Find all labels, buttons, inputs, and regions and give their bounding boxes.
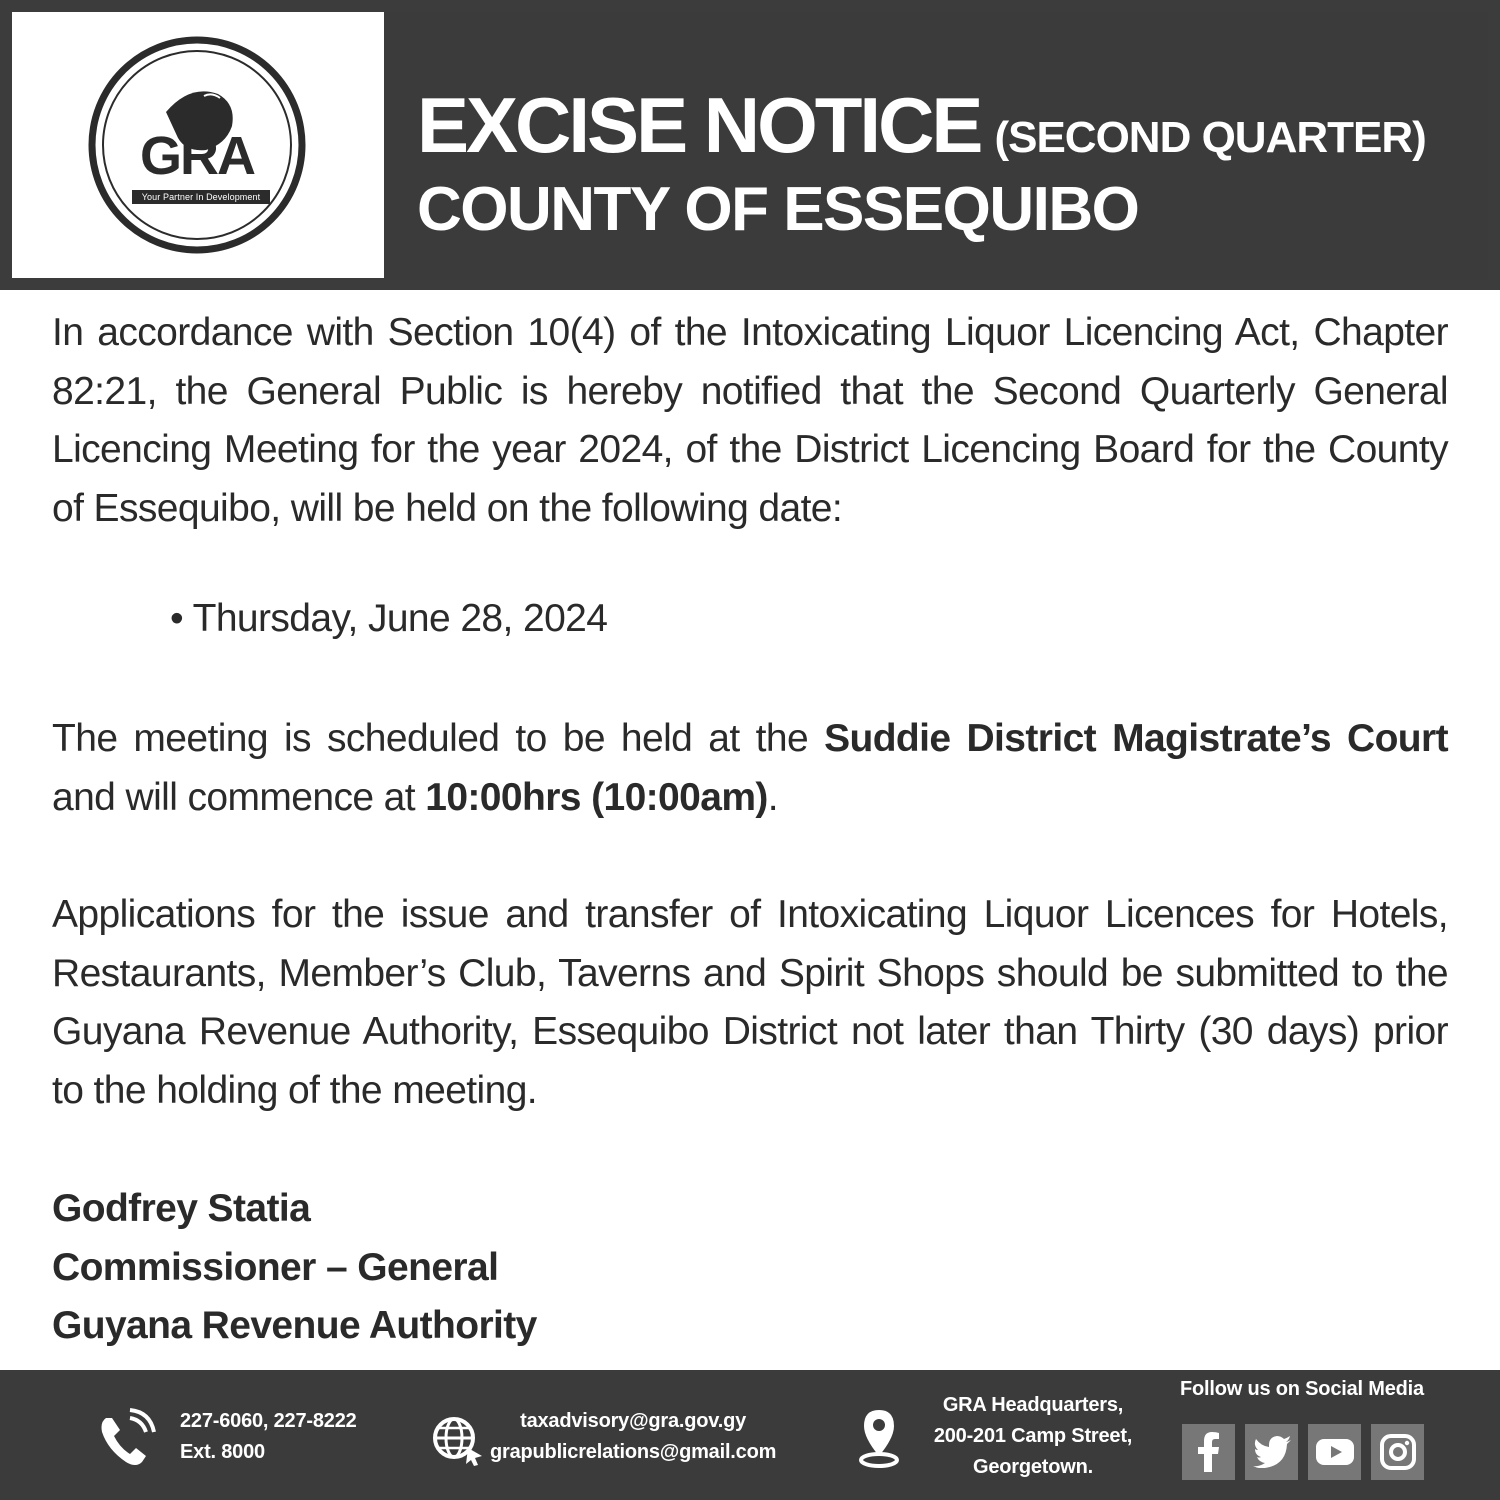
meeting-date: Thursday, June 28, 2024: [192, 597, 608, 640]
notice-title: EXCISE NOTICE: [417, 81, 981, 169]
meeting-date-item: [170, 590, 607, 648]
address-line-3: Georgetown.: [972, 1456, 1094, 1478]
logo-letters: GRA: [140, 126, 254, 186]
gra-logo: [86, 34, 308, 256]
social-media-links: [1182, 1424, 1424, 1480]
intro-paragraph: In accordance with Section 10(4) of the Intoxicating Liquor Licencing Act, Chapter 82:21, the General Public is hereby notified that the Second Quarterly General Licencing Meeting for the year 2024, of the District Licencing Board for the County of Essequibo, will be held on the following date:: [52, 311, 1448, 530]
logo-panel: [12, 12, 384, 278]
logo-tagline: Your Partner In Development: [132, 190, 270, 204]
email-publicrelations[interactable]: grapublicrelations@gmail.com: [490, 1441, 777, 1463]
notice-title-line: [417, 80, 1426, 171]
facebook-link[interactable]: [1182, 1424, 1235, 1480]
signatory-organization: Guyana Revenue Authority: [52, 1304, 537, 1347]
meeting-paragraph: [52, 710, 1448, 827]
signature-block: [52, 1180, 537, 1356]
twitter-icon: [1253, 1436, 1291, 1468]
meeting-time: 10:00hrs (10:00am): [425, 775, 768, 819]
youtube-link[interactable]: [1308, 1424, 1361, 1480]
social-media-label: Follow us on Social Media: [1180, 1378, 1424, 1400]
phone-line: 227-6060, 227-8222: [180, 1410, 357, 1432]
twitter-link[interactable]: [1245, 1424, 1298, 1480]
signatory-name: Godfrey Statia: [52, 1187, 311, 1230]
notice-body: [0, 290, 1500, 1370]
county-title: COUNTY OF ESSEQUIBO: [417, 175, 1139, 244]
globe-icon: [430, 1414, 486, 1466]
notice-subtitle: (SECOND QUARTER): [994, 113, 1426, 162]
phone-icon: [96, 1408, 156, 1470]
meeting-venue: Suddie District Magistrate’s Court: [824, 717, 1448, 760]
contact-footer: [0, 1370, 1500, 1500]
facebook-icon: [1197, 1432, 1221, 1472]
address-line-1: GRA Headquarters,: [942, 1394, 1124, 1416]
header-banner: [12, 12, 1488, 280]
meeting-text-middle: and will commence at: [52, 775, 426, 819]
signatory-position: Commissioner – General: [52, 1245, 499, 1289]
instagram-link[interactable]: [1371, 1424, 1424, 1480]
meeting-text-after: .: [767, 775, 779, 819]
email-taxadvisory[interactable]: taxadvisory@gra.gov.gy: [520, 1410, 747, 1432]
location-pin-icon: [856, 1406, 902, 1470]
youtube-icon: [1315, 1437, 1355, 1467]
phone-numbers: [180, 1406, 357, 1468]
email-addresses: [490, 1406, 776, 1468]
meeting-text-before: The meeting is scheduled to be held at the: [52, 717, 825, 760]
hq-address: [916, 1390, 1150, 1483]
instagram-icon: [1380, 1434, 1416, 1470]
applications-paragraph: Applications for the issue and transfer of Intoxicating Liquor Licences for Hotels, Restaurants, Member’s Club, Taverns and Spirit Shops should be submitted to the Guyana Revenue Authority, Essequibo District not later than Thirty (30 days) prior to the holding of the meeting.: [52, 893, 1448, 1112]
bullet-icon: •: [170, 597, 193, 640]
phone-extension: Ext. 8000: [180, 1441, 265, 1463]
address-line-2: 200-201 Camp Street,: [933, 1425, 1133, 1447]
